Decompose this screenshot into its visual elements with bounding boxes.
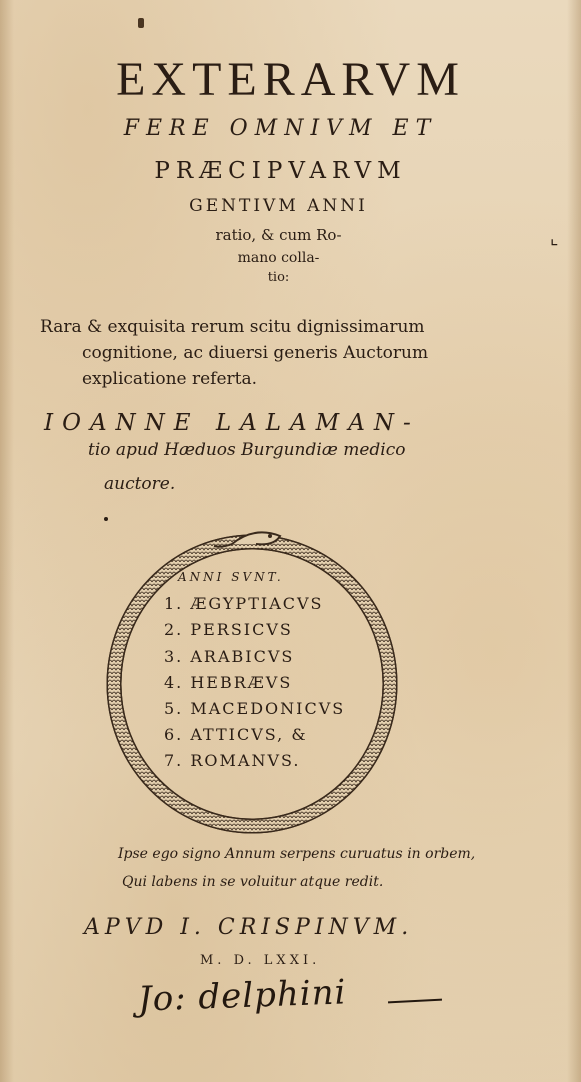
imprint-date: M. D. LXXI. [200, 953, 321, 968]
author-line-3: auctore. [104, 474, 176, 494]
year-item: 5. MACEDONICVS [164, 699, 346, 718]
description-line-2: cognitione, ac diuersi generis Auctorum [82, 343, 429, 363]
signature-flourish [388, 999, 442, 1004]
title-line-6: mano colla- [237, 250, 320, 266]
title-line-4: GENTIVM ANNI [189, 196, 368, 216]
author-line-1: IOANNE LALAMAN- [44, 410, 420, 436]
description-line-3: explicatione referta. [82, 369, 258, 389]
motto-line-1: Ipse ego signo Annum serpens curuatus in orbem, [118, 846, 476, 862]
year-item: 6. ATTICVS, & [164, 725, 308, 744]
description [40, 314, 480, 392]
author-line-2: tio apud Hæduos Burgundiæ medico [88, 440, 406, 460]
title-line-1: EXTERARVM [116, 53, 465, 106]
year-item: 3. ARABICVS [164, 647, 295, 666]
year-item: 4. HEBRÆVS [164, 673, 293, 692]
description-line-1: Rara & exquisita rerum scitu dignissimarum [40, 317, 425, 337]
ink-blot [138, 18, 144, 28]
publisher: APVD I. CRISPINVM. [84, 915, 414, 940]
title-line-5: ratio, & cum Ro- [215, 226, 342, 244]
motto-line-2: Qui labens in se voluitur atque redit. [122, 874, 384, 890]
title-line-2: FERE OMNIVM ET [123, 116, 438, 141]
margin-mark: ⌞ [550, 228, 559, 249]
handwritten-signature: Jo: delphini [137, 972, 348, 1020]
year-item: 2. PERSICVS [164, 620, 293, 639]
title-line-3: PRÆCIPVARVM [154, 158, 407, 184]
year-item: 1. ÆGYPTIACVS [164, 594, 324, 613]
title-line-7: tio: [267, 270, 290, 285]
year-item: 7. ROMANVS. [164, 751, 301, 770]
ink-dot [104, 517, 108, 521]
emblem-heading: ANNI SVNT. [178, 570, 284, 584]
